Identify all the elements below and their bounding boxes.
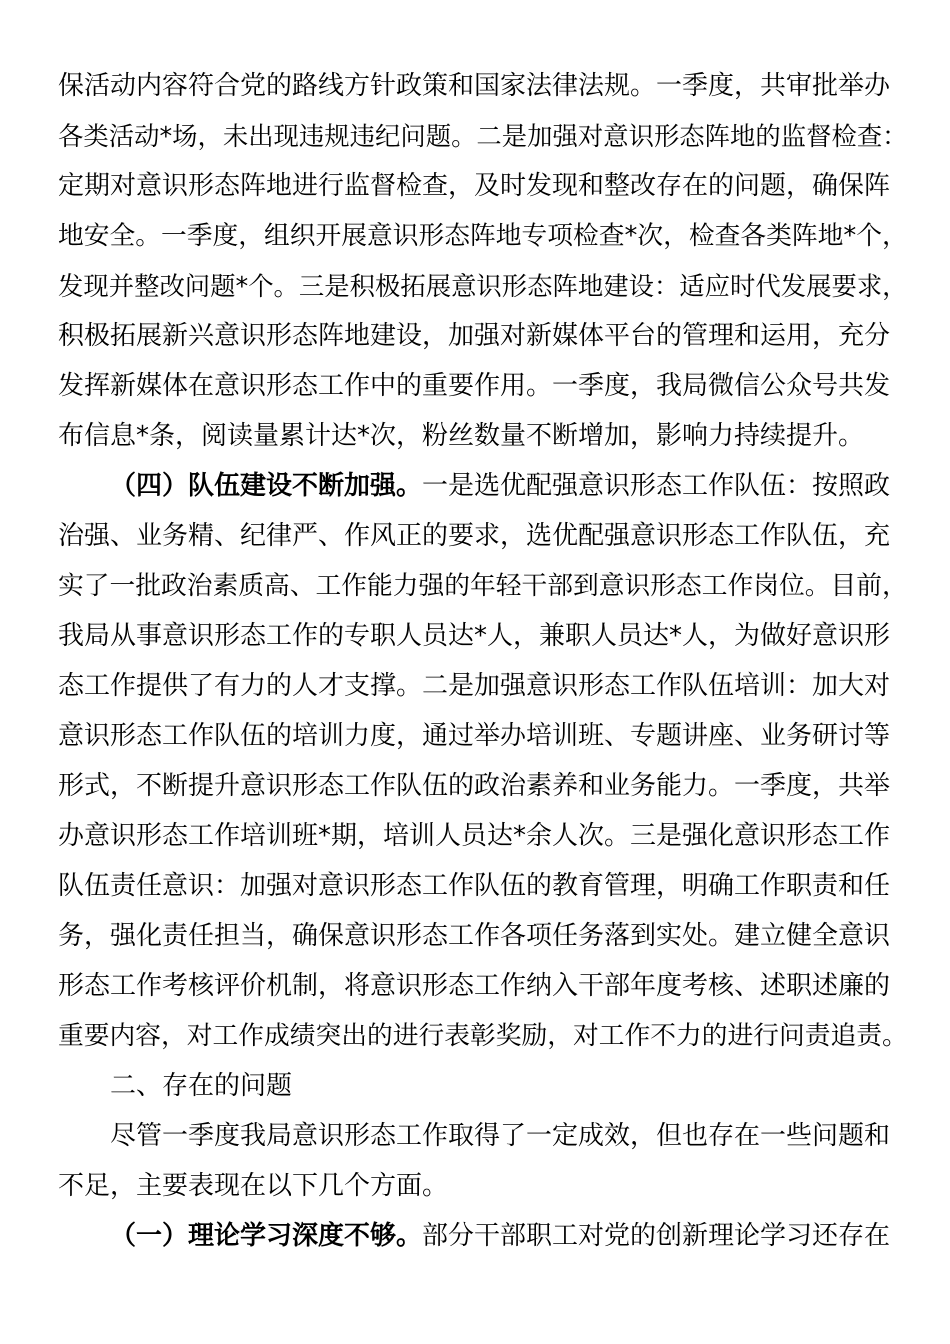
- line-text: 治强、业务精、纪律严、作风正的要求，选优配强意识形态工作队伍，充: [58, 521, 891, 551]
- paragraph-line: [58, 66, 908, 106]
- paragraph-line: [58, 166, 908, 206]
- section-four-first-line: [110, 466, 908, 506]
- paragraph-line: [58, 366, 908, 406]
- line-text: 形式，不断提升意识形态工作队伍的政治素养和业务能力。一季度，共举: [58, 771, 891, 801]
- line-text: 实了一批政治素质高、工作能力强的年轻干部到意识形态工作岗位。目前，: [58, 571, 908, 601]
- paragraph-line: [58, 566, 908, 606]
- part-two-heading: [110, 1066, 908, 1106]
- line-text: 保活动内容符合党的路线方针政策和国家法律法规。一季度，共审批举办: [58, 71, 891, 101]
- section-four-first-line-text: 一是选优配强意识形态工作队伍：按照政: [422, 471, 891, 501]
- line-text: 发现并整改问题*个。三是积极拓展意识形态阵地建设：适应时代发展要求，: [58, 271, 908, 301]
- paragraph-line: [58, 716, 908, 756]
- line-text: 态工作提供了有力的人才支撑。二是加强意识形态工作队伍培训：加大对: [58, 671, 891, 701]
- problem-one-heading: （一）理论学习深度不够。: [110, 1221, 423, 1251]
- line-text: 意识形态工作队伍的培训力度，通过举办培训班、专题讲座、业务研讨等: [58, 721, 891, 751]
- paragraph-line: [58, 266, 908, 306]
- part-two-intro-line: [58, 1166, 908, 1206]
- line-text: 务，强化责任担当，确保意识形态工作各项任务落到实处。建立健全意识: [58, 921, 891, 951]
- line-text: 各类活动*场，未出现违规违纪问题。二是加强对意识形态阵地的监督检查：: [58, 121, 908, 151]
- line-text: 重要内容，对工作成绩突出的进行表彰奖励，对工作不力的进行问责追责。: [58, 1021, 908, 1051]
- paragraph-line: [58, 916, 908, 956]
- line-text: 积极拓展新兴意识形态阵地建设，加强对新媒体平台的管理和运用，充分: [58, 321, 891, 351]
- paragraph-line: [58, 816, 908, 856]
- line-text: 尽管一季度我局意识形态工作取得了一定成效，但也存在一些问题和: [110, 1121, 891, 1151]
- line-text: 形态工作考核评价机制，将意识形态工作纳入干部年度考核、述职述廉的: [58, 971, 891, 1001]
- line-text: 发挥新媒体在意识形态工作中的重要作用。一季度，我局微信公众号共发: [58, 371, 891, 401]
- section-four-heading: （四）队伍建设不断加强。: [110, 471, 423, 501]
- line-text: 我局从事意识形态工作的专职人员达*人，兼职人员达*人，为做好意识形: [58, 621, 891, 651]
- paragraph-line: [58, 966, 908, 1006]
- line-text: 布信息*条，阅读量累计达*次，粉丝数量不断增加，影响力持续提升。: [58, 421, 865, 451]
- problem-one-text: 部分干部职工对党的创新理论学习还存在: [422, 1221, 891, 1251]
- line-text: 不足，主要表现在以下几个方面。: [58, 1171, 449, 1201]
- paragraph-line: [58, 516, 908, 556]
- paragraph-line: [58, 416, 908, 456]
- line-text: 队伍责任意识：加强对意识形态工作队伍的教育管理，明确工作职责和任: [58, 871, 891, 901]
- paragraph-line: [58, 216, 908, 256]
- paragraph-line: [58, 116, 908, 156]
- paragraph-line: [58, 616, 908, 656]
- line-text: 办意识形态工作培训班*期，培训人员达*余人次。三是强化意识形态工作: [58, 821, 891, 851]
- paragraph-line: [58, 666, 908, 706]
- part-two-intro-line: [110, 1116, 908, 1156]
- line-text: 定期对意识形态阵地进行监督检查，及时发现和整改存在的问题，确保阵: [58, 171, 891, 201]
- paragraph-line: [58, 766, 908, 806]
- line-text: 地安全。一季度，组织开展意识形态阵地专项检查*次，检查各类阵地*个，: [58, 221, 908, 251]
- part-two-heading-text: 二、存在的问题: [110, 1071, 293, 1101]
- paragraph-line: [58, 866, 908, 906]
- problem-one-first-line: [110, 1216, 908, 1256]
- paragraph-line: [58, 316, 908, 356]
- paragraph-line: [58, 1016, 908, 1056]
